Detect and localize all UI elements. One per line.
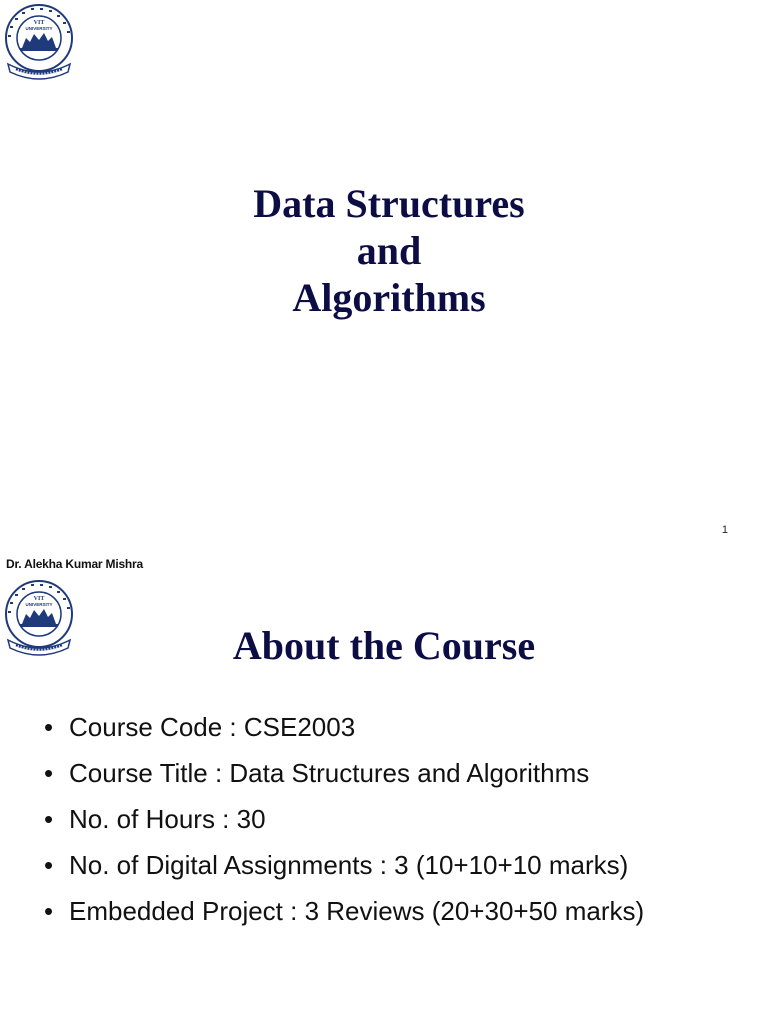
author-footer: Dr. Alekha Kumar Mishra — [6, 557, 144, 571]
bullet-text: Course Title : Data Structures and Algorithms — [69, 758, 590, 788]
bullet-text: No. of Hours : 30 — [69, 804, 266, 834]
bullet-text: No. of Digital Assignments : 3 (10+10+10 marks) — [69, 850, 629, 880]
list-item — [44, 750, 644, 796]
svg-text:VIT: VIT — [33, 20, 45, 26]
bullet-icon: • — [44, 850, 54, 880]
svg-text:VIT: VIT — [33, 596, 45, 602]
slide-title: About the Course — [232, 623, 536, 668]
bullet-icon: • — [44, 758, 54, 788]
bullet-text: Embedded Project : 3 Reviews (20+30+50 marks) — [69, 896, 645, 926]
university-logo — [2, 2, 76, 82]
list-item — [44, 704, 644, 750]
title-line-1: Data Structures — [253, 181, 525, 226]
page-number: 1 — [721, 524, 728, 536]
svg-text:UNIVERSITY: UNIVERSITY — [25, 602, 53, 607]
svg-text:UNIVERSITY: UNIVERSITY — [25, 26, 53, 31]
about-course-slide — [0, 578, 768, 1024]
slide-title — [0, 180, 768, 321]
bullet-text: Course Code : CSE2003 — [69, 712, 356, 742]
bullet-icon: • — [44, 712, 54, 742]
title-line-2: and — [356, 228, 422, 273]
course-details-list — [44, 704, 644, 934]
bullet-icon: • — [44, 896, 54, 926]
vit-seal-icon — [2, 2, 76, 82]
list-item — [44, 888, 644, 934]
list-item — [44, 796, 644, 842]
title-line-3: Algorithms — [292, 275, 486, 320]
list-item — [44, 842, 644, 888]
bullet-icon: • — [44, 804, 54, 834]
